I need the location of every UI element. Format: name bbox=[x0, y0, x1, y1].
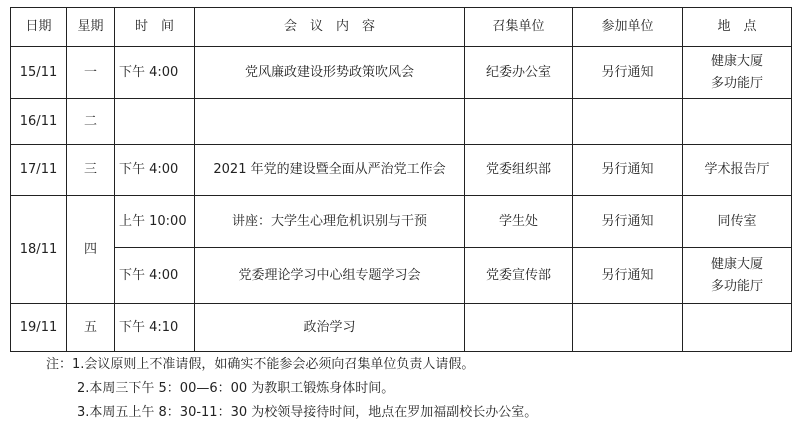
note-line-2: 2.本周三下午 5：00—6：00 为教职工锻炼身体时间。 bbox=[77, 381, 395, 396]
organizer-cell: 党委宣传部 bbox=[465, 248, 573, 304]
weekday-cell: 一 bbox=[67, 47, 115, 99]
organizer-cell: 纪委办公室 bbox=[465, 47, 573, 99]
location-cell bbox=[683, 304, 792, 352]
date-cell: 18/11 bbox=[11, 196, 67, 304]
organizer-cell: 党委组织部 bbox=[465, 145, 573, 196]
note-line-1: 注：1.会议原则上不准请假，如确实不能参会必须向召集单位负责人请假。 bbox=[46, 357, 475, 372]
notes-section bbox=[46, 353, 537, 425]
header-weekday: 星期 bbox=[67, 8, 115, 47]
time-cell: 上午 10:00 bbox=[115, 196, 195, 248]
date-cell: 17/11 bbox=[11, 145, 67, 196]
table-row bbox=[11, 99, 792, 145]
header-time: 时 间 bbox=[115, 8, 195, 47]
organizer-cell: 学生处 bbox=[465, 196, 573, 248]
header-location: 地 点 bbox=[683, 8, 792, 47]
time-cell: 下午 4:00 bbox=[115, 47, 195, 99]
participants-cell: 另行通知 bbox=[573, 145, 683, 196]
participants-cell bbox=[573, 99, 683, 145]
content-cell: 政治学习 bbox=[195, 304, 465, 352]
participants-cell: 另行通知 bbox=[573, 248, 683, 304]
location-cell bbox=[683, 99, 792, 145]
location-cell bbox=[683, 47, 792, 99]
location-cell bbox=[683, 248, 792, 304]
header-participants: 参加单位 bbox=[573, 8, 683, 47]
participants-cell: 另行通知 bbox=[573, 47, 683, 99]
header-organizer: 召集单位 bbox=[465, 8, 573, 47]
table-row bbox=[11, 145, 792, 196]
location-cell: 同传室 bbox=[683, 196, 792, 248]
time-cell: 下午 4:00 bbox=[115, 145, 195, 196]
location-line-2: 多功能厅 bbox=[710, 278, 763, 294]
location-cell: 学术报告厅 bbox=[683, 145, 792, 196]
time-cell bbox=[115, 99, 195, 145]
participants-cell: 另行通知 bbox=[573, 196, 683, 248]
location-line-1: 健康大厦 bbox=[710, 53, 763, 69]
table-row bbox=[11, 196, 792, 248]
location-line-2: 多功能厅 bbox=[710, 75, 763, 91]
date-cell: 15/11 bbox=[11, 47, 67, 99]
weekday-cell: 五 bbox=[67, 304, 115, 352]
time-cell: 下午 4:00 bbox=[115, 248, 195, 304]
weekday-cell: 四 bbox=[67, 196, 115, 304]
table-row bbox=[11, 248, 792, 304]
header-date: 日期 bbox=[11, 8, 67, 47]
organizer-cell bbox=[465, 304, 573, 352]
content-cell: 2021 年党的建设暨全面从严治党工作会 bbox=[195, 145, 465, 196]
meeting-schedule-table bbox=[10, 7, 792, 352]
content-cell: 党委理论学习中心组专题学习会 bbox=[195, 248, 465, 304]
organizer-cell bbox=[465, 99, 573, 145]
time-cell: 下午 4:10 bbox=[115, 304, 195, 352]
content-cell bbox=[195, 99, 465, 145]
date-cell: 16/11 bbox=[11, 99, 67, 145]
note-line-3: 3.本周五上午 8：30-11：30 为校领导接待时间，地点在罗加福副校长办公室。 bbox=[77, 405, 538, 420]
date-cell: 19/11 bbox=[11, 304, 67, 352]
weekday-cell: 三 bbox=[67, 145, 115, 196]
weekday-cell: 二 bbox=[67, 99, 115, 145]
content-cell: 讲座：大学生心理危机识别与干预 bbox=[195, 196, 465, 248]
table-row bbox=[11, 47, 792, 99]
participants-cell bbox=[573, 304, 683, 352]
table-row bbox=[11, 304, 792, 352]
location-line-1: 健康大厦 bbox=[710, 256, 763, 272]
header-row bbox=[11, 8, 792, 47]
content-cell: 党风廉政建设形势政策吹风会 bbox=[195, 47, 465, 99]
header-content: 会 议 内 容 bbox=[195, 8, 465, 47]
